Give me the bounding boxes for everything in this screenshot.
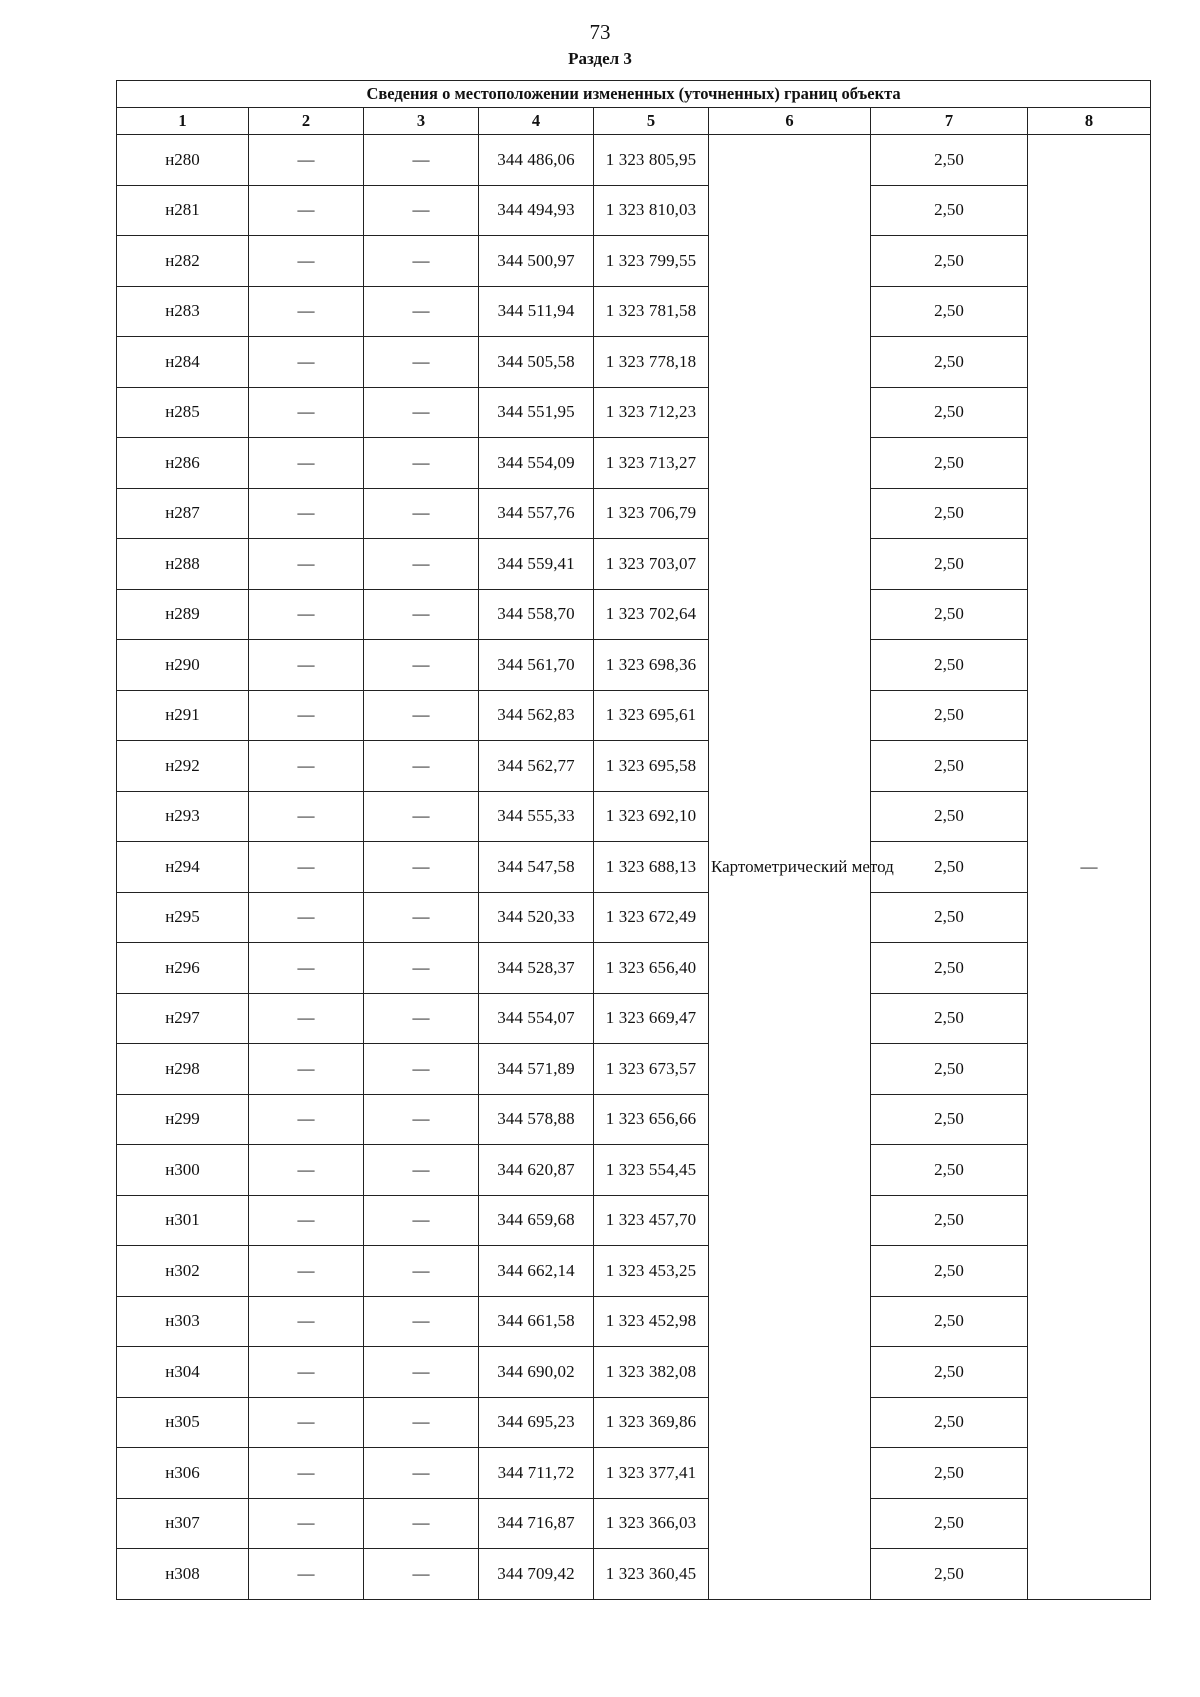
column-3-cell: — xyxy=(364,943,479,994)
column-2-cell: — xyxy=(249,741,364,792)
point-name-cell: н284 xyxy=(117,337,249,388)
column-3-cell: — xyxy=(364,1347,479,1398)
point-name-cell: н304 xyxy=(117,1347,249,1398)
accuracy-cell: 2,50 xyxy=(871,387,1028,438)
accuracy-cell: 2,50 xyxy=(871,1296,1028,1347)
column-3-cell: — xyxy=(364,1296,479,1347)
accuracy-cell: 2,50 xyxy=(871,1549,1028,1600)
page-number: 73 xyxy=(589,20,611,44)
table-row xyxy=(117,690,1151,741)
x-coordinate-cell: 344 557,76 xyxy=(479,488,594,539)
column-2-cell: — xyxy=(249,1498,364,1549)
x-coordinate-cell: 344 659,68 xyxy=(479,1195,594,1246)
column-3-cell: — xyxy=(364,791,479,842)
y-coordinate-cell: 1 323 453,25 xyxy=(594,1246,709,1297)
table-row xyxy=(117,1296,1151,1347)
table-row xyxy=(117,135,1151,186)
table-row xyxy=(117,1044,1151,1095)
accuracy-cell: 2,50 xyxy=(871,741,1028,792)
accuracy-cell: 2,50 xyxy=(871,1448,1028,1499)
column-2-cell: — xyxy=(249,1296,364,1347)
y-coordinate-cell: 1 323 781,58 xyxy=(594,286,709,337)
point-name-cell: н306 xyxy=(117,1448,249,1499)
accuracy-cell: 2,50 xyxy=(871,589,1028,640)
y-coordinate-cell: 1 323 672,49 xyxy=(594,892,709,943)
column-3-cell: — xyxy=(364,589,479,640)
table-row xyxy=(117,438,1151,489)
point-name-cell: н294 xyxy=(117,842,249,893)
y-coordinate-cell: 1 323 703,07 xyxy=(594,539,709,590)
column-3-cell: — xyxy=(364,1549,479,1600)
boundary-coordinates-table xyxy=(116,80,1151,1600)
y-coordinate-cell: 1 323 452,98 xyxy=(594,1296,709,1347)
x-coordinate-cell: 344 620,87 xyxy=(479,1145,594,1196)
table-row xyxy=(117,185,1151,236)
accuracy-cell: 2,50 xyxy=(871,993,1028,1044)
x-coordinate-cell: 344 554,07 xyxy=(479,993,594,1044)
point-name-cell: н280 xyxy=(117,135,249,186)
column-2-cell: — xyxy=(249,589,364,640)
accuracy-cell: 2,50 xyxy=(871,892,1028,943)
y-coordinate-cell: 1 323 554,45 xyxy=(594,1145,709,1196)
y-coordinate-cell: 1 323 702,64 xyxy=(594,589,709,640)
column-2-cell: — xyxy=(249,236,364,287)
point-name-cell: н289 xyxy=(117,589,249,640)
column-header-8: 8 xyxy=(1028,108,1151,135)
table-row xyxy=(117,1145,1151,1196)
point-name-cell: н291 xyxy=(117,690,249,741)
column-2-cell: — xyxy=(249,539,364,590)
accuracy-cell: 2,50 xyxy=(871,943,1028,994)
column-header-3: 3 xyxy=(364,108,479,135)
table-row xyxy=(117,1549,1151,1600)
point-name-cell: н285 xyxy=(117,387,249,438)
x-coordinate-cell: 344 695,23 xyxy=(479,1397,594,1448)
column-2-cell: — xyxy=(249,1145,364,1196)
point-name-cell: н287 xyxy=(117,488,249,539)
table-row xyxy=(117,1195,1151,1246)
x-coordinate-cell: 344 709,42 xyxy=(479,1549,594,1600)
column-2-cell: — xyxy=(249,1397,364,1448)
point-name-cell: н295 xyxy=(117,892,249,943)
column-2-cell: — xyxy=(249,1044,364,1095)
table-row xyxy=(117,1498,1151,1549)
accuracy-cell: 2,50 xyxy=(871,185,1028,236)
column-2-cell: — xyxy=(249,1094,364,1145)
y-coordinate-cell: 1 323 688,13 xyxy=(594,842,709,893)
column-8-cell: — xyxy=(1028,135,1151,1600)
table-row xyxy=(117,741,1151,792)
point-name-cell: н288 xyxy=(117,539,249,590)
accuracy-cell: 2,50 xyxy=(871,1145,1028,1196)
y-coordinate-cell: 1 323 692,10 xyxy=(594,791,709,842)
table-row xyxy=(117,589,1151,640)
point-name-cell: н290 xyxy=(117,640,249,691)
column-3-cell: — xyxy=(364,1145,479,1196)
column-3-cell: — xyxy=(364,690,479,741)
x-coordinate-cell: 344 554,09 xyxy=(479,438,594,489)
column-2-cell: — xyxy=(249,1195,364,1246)
column-2-cell: — xyxy=(249,892,364,943)
x-coordinate-cell: 344 494,93 xyxy=(479,185,594,236)
column-3-cell: — xyxy=(364,337,479,388)
column-2-cell: — xyxy=(249,1246,364,1297)
column-2-cell: — xyxy=(249,337,364,388)
point-name-cell: н293 xyxy=(117,791,249,842)
column-2-cell: — xyxy=(249,135,364,186)
y-coordinate-cell: 1 323 698,36 xyxy=(594,640,709,691)
column-2-cell: — xyxy=(249,690,364,741)
column-3-cell: — xyxy=(364,1498,479,1549)
accuracy-cell: 2,50 xyxy=(871,640,1028,691)
x-coordinate-cell: 344 716,87 xyxy=(479,1498,594,1549)
column-2-cell: — xyxy=(249,943,364,994)
table-row xyxy=(117,539,1151,590)
point-name-cell: н297 xyxy=(117,993,249,1044)
accuracy-cell: 2,50 xyxy=(871,791,1028,842)
column-2-cell: — xyxy=(249,387,364,438)
accuracy-cell: 2,50 xyxy=(871,1094,1028,1145)
y-coordinate-cell: 1 323 706,79 xyxy=(594,488,709,539)
table-row xyxy=(117,1347,1151,1398)
accuracy-cell: 2,50 xyxy=(871,1044,1028,1095)
point-name-cell: н282 xyxy=(117,236,249,287)
column-3-cell: — xyxy=(364,1044,479,1095)
point-name-cell: н299 xyxy=(117,1094,249,1145)
column-3-cell: — xyxy=(364,539,479,590)
y-coordinate-cell: 1 323 695,58 xyxy=(594,741,709,792)
x-coordinate-cell: 344 690,02 xyxy=(479,1347,594,1398)
column-2-cell: — xyxy=(249,993,364,1044)
x-coordinate-cell: 344 662,14 xyxy=(479,1246,594,1297)
column-3-cell: — xyxy=(364,135,479,186)
x-coordinate-cell: 344 505,58 xyxy=(479,337,594,388)
column-2-cell: — xyxy=(249,1448,364,1499)
column-2-cell: — xyxy=(249,286,364,337)
x-coordinate-cell: 344 561,70 xyxy=(479,640,594,691)
point-name-cell: н302 xyxy=(117,1246,249,1297)
y-coordinate-cell: 1 323 673,57 xyxy=(594,1044,709,1095)
accuracy-cell: 2,50 xyxy=(871,1246,1028,1297)
y-coordinate-cell: 1 323 695,61 xyxy=(594,690,709,741)
point-name-cell: н286 xyxy=(117,438,249,489)
point-name-cell: н281 xyxy=(117,185,249,236)
accuracy-cell: 2,50 xyxy=(871,135,1028,186)
x-coordinate-cell: 344 571,89 xyxy=(479,1044,594,1095)
table-row xyxy=(117,1397,1151,1448)
x-coordinate-cell: 344 520,33 xyxy=(479,892,594,943)
table-row xyxy=(117,337,1151,388)
point-name-cell: н301 xyxy=(117,1195,249,1246)
column-header-4: 4 xyxy=(479,108,594,135)
x-coordinate-cell: 344 528,37 xyxy=(479,943,594,994)
column-3-cell: — xyxy=(364,741,479,792)
table-row xyxy=(117,993,1151,1044)
x-coordinate-cell: 344 486,06 xyxy=(479,135,594,186)
table-row xyxy=(117,1094,1151,1145)
y-coordinate-cell: 1 323 360,45 xyxy=(594,1549,709,1600)
x-coordinate-cell: 344 562,77 xyxy=(479,741,594,792)
section-title: Раздел 3 xyxy=(568,49,632,68)
column-3-cell: — xyxy=(364,1094,479,1145)
column-3-cell: — xyxy=(364,892,479,943)
y-coordinate-cell: 1 323 377,41 xyxy=(594,1448,709,1499)
table-row xyxy=(117,842,1151,893)
accuracy-cell: 2,50 xyxy=(871,438,1028,489)
point-name-cell: н300 xyxy=(117,1145,249,1196)
accuracy-cell: 2,50 xyxy=(871,286,1028,337)
x-coordinate-cell: 344 578,88 xyxy=(479,1094,594,1145)
accuracy-cell: 2,50 xyxy=(871,488,1028,539)
y-coordinate-cell: 1 323 382,08 xyxy=(594,1347,709,1398)
table-row xyxy=(117,640,1151,691)
y-coordinate-cell: 1 323 457,70 xyxy=(594,1195,709,1246)
accuracy-cell: 2,50 xyxy=(871,1347,1028,1398)
x-coordinate-cell: 344 562,83 xyxy=(479,690,594,741)
accuracy-cell: 2,50 xyxy=(871,842,1028,893)
column-3-cell: — xyxy=(364,286,479,337)
accuracy-cell: 2,50 xyxy=(871,1498,1028,1549)
column-header-6: 6 xyxy=(709,108,871,135)
column-2-cell: — xyxy=(249,488,364,539)
point-name-cell: н283 xyxy=(117,286,249,337)
column-3-cell: — xyxy=(364,640,479,691)
table-row xyxy=(117,1246,1151,1297)
y-coordinate-cell: 1 323 799,55 xyxy=(594,236,709,287)
method-cell: Картометрический метод xyxy=(709,135,871,1600)
y-coordinate-cell: 1 323 656,40 xyxy=(594,943,709,994)
accuracy-cell: 2,50 xyxy=(871,337,1028,388)
column-3-cell: — xyxy=(364,1397,479,1448)
table-row xyxy=(117,286,1151,337)
column-3-cell: — xyxy=(364,236,479,287)
x-coordinate-cell: 344 555,33 xyxy=(479,791,594,842)
x-coordinate-cell: 344 547,58 xyxy=(479,842,594,893)
column-3-cell: — xyxy=(364,1448,479,1499)
x-coordinate-cell: 344 711,72 xyxy=(479,1448,594,1499)
column-header-7: 7 xyxy=(871,108,1028,135)
column-3-cell: — xyxy=(364,1195,479,1246)
point-name-cell: н305 xyxy=(117,1397,249,1448)
table-title: Сведения о местоположении измененных (уточненных) границ объекта xyxy=(117,81,1151,108)
point-name-cell: н296 xyxy=(117,943,249,994)
column-header-5: 5 xyxy=(594,108,709,135)
column-2-cell: — xyxy=(249,1549,364,1600)
y-coordinate-cell: 1 323 713,27 xyxy=(594,438,709,489)
y-coordinate-cell: 1 323 810,03 xyxy=(594,185,709,236)
table-row xyxy=(117,488,1151,539)
point-name-cell: н307 xyxy=(117,1498,249,1549)
column-3-cell: — xyxy=(364,1246,479,1297)
y-coordinate-cell: 1 323 369,86 xyxy=(594,1397,709,1448)
point-name-cell: н292 xyxy=(117,741,249,792)
accuracy-cell: 2,50 xyxy=(871,1397,1028,1448)
column-3-cell: — xyxy=(364,387,479,438)
y-coordinate-cell: 1 323 778,18 xyxy=(594,337,709,388)
point-name-cell: н308 xyxy=(117,1549,249,1600)
x-coordinate-cell: 344 559,41 xyxy=(479,539,594,590)
column-3-cell: — xyxy=(364,488,479,539)
accuracy-cell: 2,50 xyxy=(871,690,1028,741)
column-2-cell: — xyxy=(249,438,364,489)
y-coordinate-cell: 1 323 712,23 xyxy=(594,387,709,438)
x-coordinate-cell: 344 558,70 xyxy=(479,589,594,640)
column-header-2: 2 xyxy=(249,108,364,135)
table-row xyxy=(117,943,1151,994)
column-2-cell: — xyxy=(249,185,364,236)
x-coordinate-cell: 344 500,97 xyxy=(479,236,594,287)
accuracy-cell: 2,50 xyxy=(871,236,1028,287)
column-3-cell: — xyxy=(364,185,479,236)
x-coordinate-cell: 344 661,58 xyxy=(479,1296,594,1347)
column-header-1: 1 xyxy=(117,108,249,135)
column-2-cell: — xyxy=(249,640,364,691)
table-row xyxy=(117,236,1151,287)
table-row xyxy=(117,791,1151,842)
y-coordinate-cell: 1 323 805,95 xyxy=(594,135,709,186)
accuracy-cell: 2,50 xyxy=(871,1195,1028,1246)
table-row xyxy=(117,892,1151,943)
x-coordinate-cell: 344 551,95 xyxy=(479,387,594,438)
x-coordinate-cell: 344 511,94 xyxy=(479,286,594,337)
column-3-cell: — xyxy=(364,993,479,1044)
column-2-cell: — xyxy=(249,842,364,893)
accuracy-cell: 2,50 xyxy=(871,539,1028,590)
table-row xyxy=(117,1448,1151,1499)
column-2-cell: — xyxy=(249,791,364,842)
y-coordinate-cell: 1 323 669,47 xyxy=(594,993,709,1044)
y-coordinate-cell: 1 323 366,03 xyxy=(594,1498,709,1549)
column-3-cell: — xyxy=(364,842,479,893)
point-name-cell: н298 xyxy=(117,1044,249,1095)
y-coordinate-cell: 1 323 656,66 xyxy=(594,1094,709,1145)
column-3-cell: — xyxy=(364,438,479,489)
table-row xyxy=(117,387,1151,438)
point-name-cell: н303 xyxy=(117,1296,249,1347)
column-2-cell: — xyxy=(249,1347,364,1398)
